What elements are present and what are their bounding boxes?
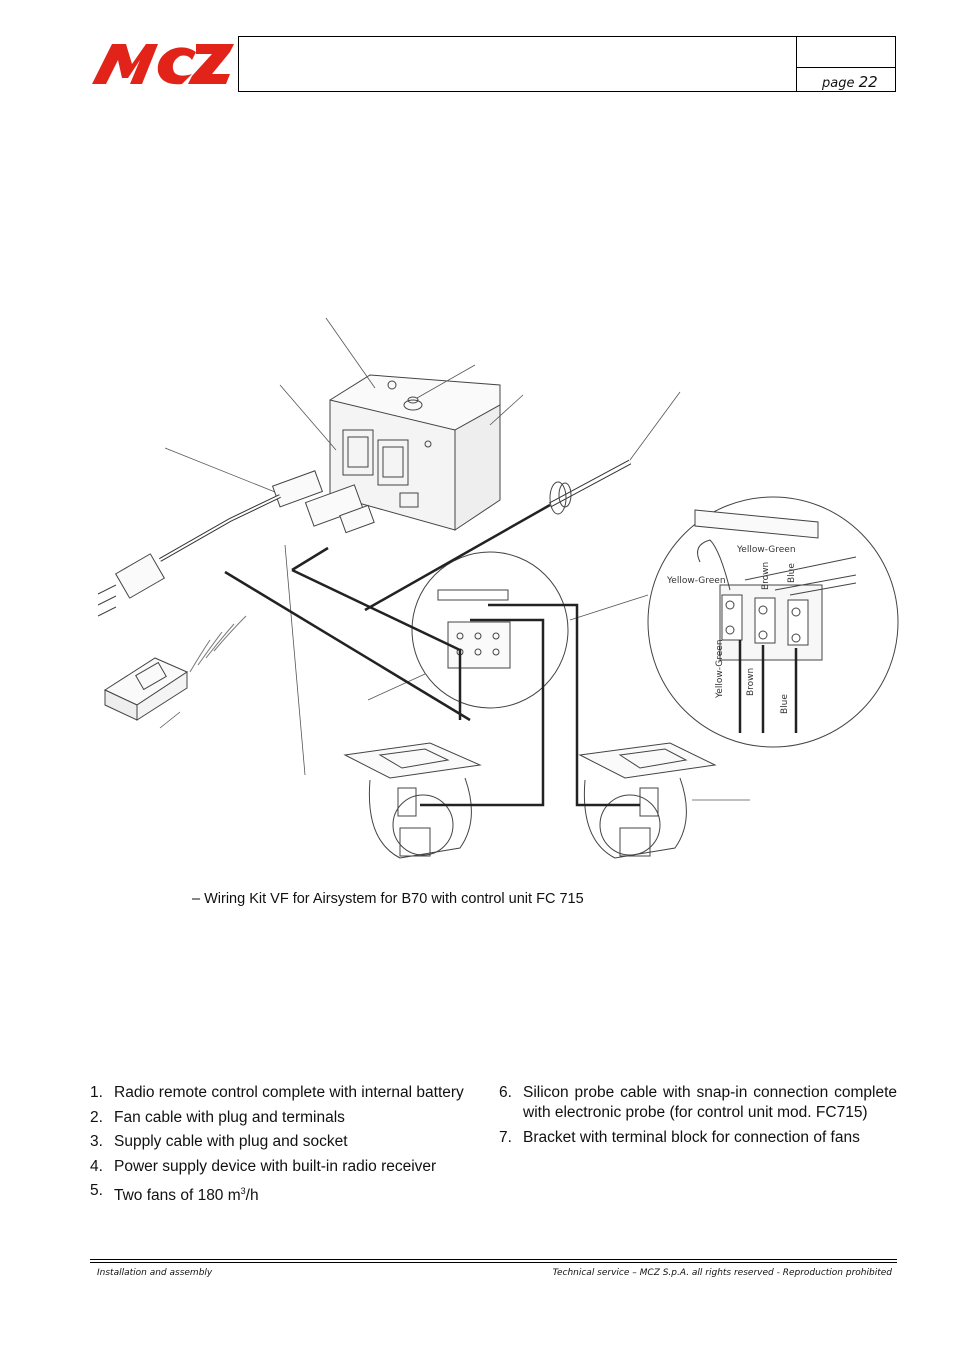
supply-cable [98,471,374,616]
wiring-diagram [80,300,910,870]
list-item: 7. Bracket with terminal block for connection of fans [499,1128,860,1146]
list-item: 6. Silicon probe cable with snap-in connection complete with electronic probe (for control unit mod. FC715) [499,1084,897,1121]
page-label: page [822,76,855,91]
footer-rule [90,1259,897,1260]
list-item: 2. Fan cable with plug and terminals [90,1108,345,1126]
label-yellow-green-vertical: Yellow-Green [715,639,725,698]
list-item: 4. Power supply device with built-in radio receiver [90,1157,437,1175]
fan-right [580,743,715,858]
list-item: 5. Two fans of 180 $m^3/h$ [90,1182,259,1205]
radio-remote-control [105,616,246,720]
header-box [238,36,896,92]
label-blue-top: Blue [787,563,797,583]
header-divider-h [796,67,896,68]
label-blue-vertical: Blue [780,694,790,714]
page-number [822,73,878,91]
label-yellow-green-top: Yellow-Green [737,545,796,555]
label-brown-top: Brown [761,561,771,590]
footer-left-text: Installation and assembly [97,1268,213,1278]
components-list-left [90,1083,490,1211]
figure-caption: – Wiring Kit VF for Airsystem for B70 with control unit FC 715 [192,891,584,907]
silicon-probe [550,462,630,514]
components-list-right [499,1083,897,1152]
list-item: 3. Supply cable with plug and socket [90,1133,348,1150]
terminal-bracket-detail [648,497,898,747]
label-yellow-green-mid: Yellow-Green [667,576,726,586]
list-item: 1. Radio remote control complete with internal battery [90,1084,464,1101]
header-divider [796,37,797,91]
fan-left [345,743,480,858]
label-brown-vertical: Brown [746,667,756,696]
footer-right-text: Technical service – MCZ S.p.A. all rights reserved - Reproduction prohibited [552,1268,892,1278]
page-number-value: 22 [858,73,878,91]
footer-rule [90,1262,897,1263]
mcz-logo [92,40,234,88]
terminal-bracket-small [412,552,568,708]
